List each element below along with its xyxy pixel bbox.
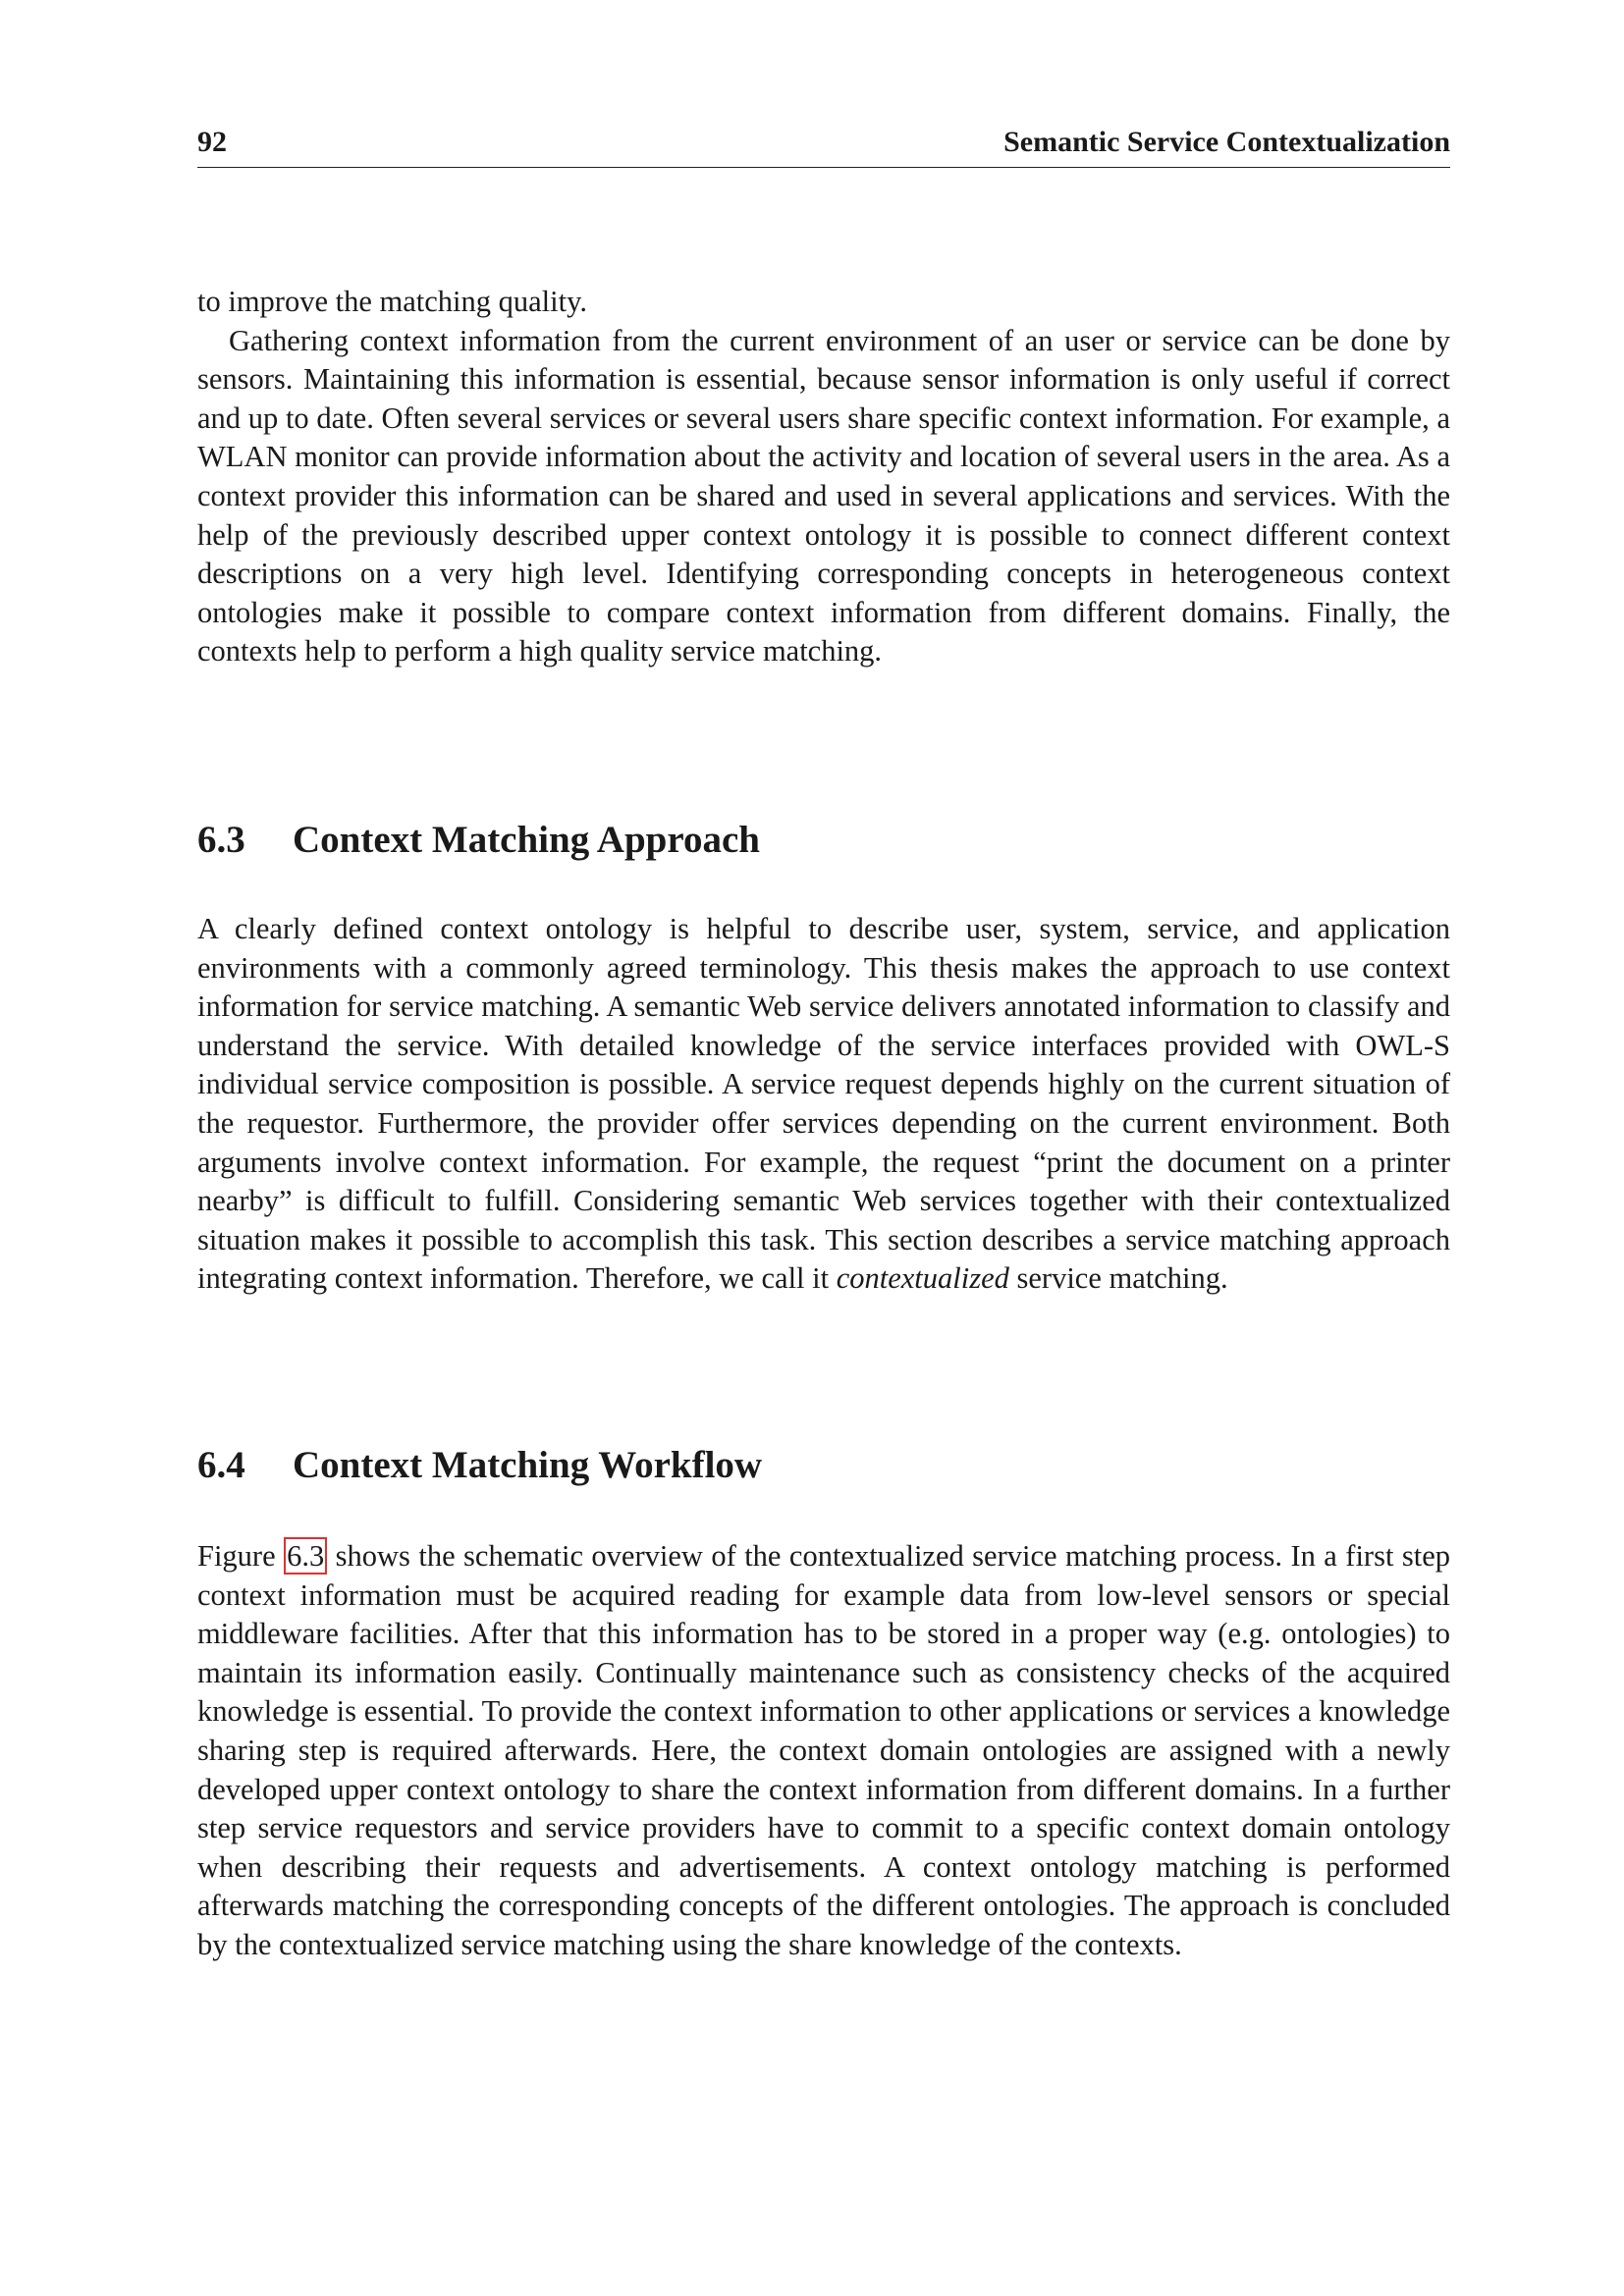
section-number: 6.4 — [197, 1444, 245, 1486]
continuation-line: to improve the matching quality. — [197, 285, 587, 318]
paragraph-text: A clearly defined context ontology is helpful to describe user, system, service, and application environments with a commonly agreed terminology. This thesis makes the approach to use context information for service matching. A semantic Web service delivers annotated information to classify and understand the service. With detailed knowledge of the service interfaces provided with OWL-S individual service composition is possible. A service request depends highly on the current situation of the requestor. Furthermore, the provider offer services depending on the current environment. Both arguments involve context information. For example, the request “print the document on a printer nearby” is difficult to fulfill. Considering semantic Web services together with their contextualized situation makes it possible to accomplish this task. This section describes a service matching approach integrating context information. Therefore, we call it — [197, 912, 1450, 1296]
paragraph-text-rest: shows the schematic overview of the contextualized service matching process. In a first step context information must be acquired reading for example data from low-level sensors or special middleware facilities. After that this information has to be stored in a proper way (e.g. ontologies) to maintain its information easily. Continually maintenance such as consistency checks of the acquired knowledge is essential. To provide the context information to other applications or services a knowledge sharing step is required afterwards. Here, the context domain ontologies are assigned with a newly developed upper context ontology to share the context information from different domains. In a further step service requestors and service providers have to commit to a specific context domain ontology when describing their requests and advertisements. A context ontology matching is performed afterwards matching the corresponding concepts of the different ontologies. The approach is concluded by the contextualized service matching using the share knowledge of the contexts. — [197, 1539, 1450, 1961]
section-6-4-paragraph — [197, 1537, 1450, 1965]
section-title: Context Matching Workflow — [293, 1444, 763, 1486]
section-title: Context Matching Approach — [293, 819, 760, 861]
section-number: 6.3 — [197, 819, 245, 861]
intro-paragraph: Gathering context information from the current environment of an user or service can be done by sensors. Maintaining this information is essential, because sensor information is only useful if correct and up to date. Often several services or several users share specific context information. For example, a WLAN monitor can provide information about the activity and location of several users in the area. As a context provider this information can be shared and used in several applications and services. With the help of the previously described upper context ontology it is possible to connect different context descriptions on a very high level. Identifying corresponding concepts in heterogeneous context ontologies make it possible to compare context information from different domains. Finally, the contexts help to perform a high quality service matching. — [197, 323, 1450, 668]
figure-reference-link[interactable]: 6.3 — [284, 1537, 327, 1575]
intro-text-block — [197, 283, 1450, 671]
paragraph-text: Figure — [197, 1539, 285, 1573]
emphasis-term: contextualized — [836, 1261, 1009, 1296]
running-title: Semantic Service Contextualization — [1003, 126, 1450, 158]
running-header — [197, 124, 1450, 168]
section-heading-6-4 — [197, 1442, 762, 1489]
page-number: 92 — [197, 126, 227, 158]
section-6-3-text-block — [197, 910, 1450, 1299]
section-6-3-paragraph — [197, 910, 1450, 1299]
section-heading-6-3 — [197, 817, 760, 864]
paragraph-text-end: service matching. — [1008, 1261, 1228, 1296]
section-6-4-text-block — [197, 1537, 1450, 1965]
